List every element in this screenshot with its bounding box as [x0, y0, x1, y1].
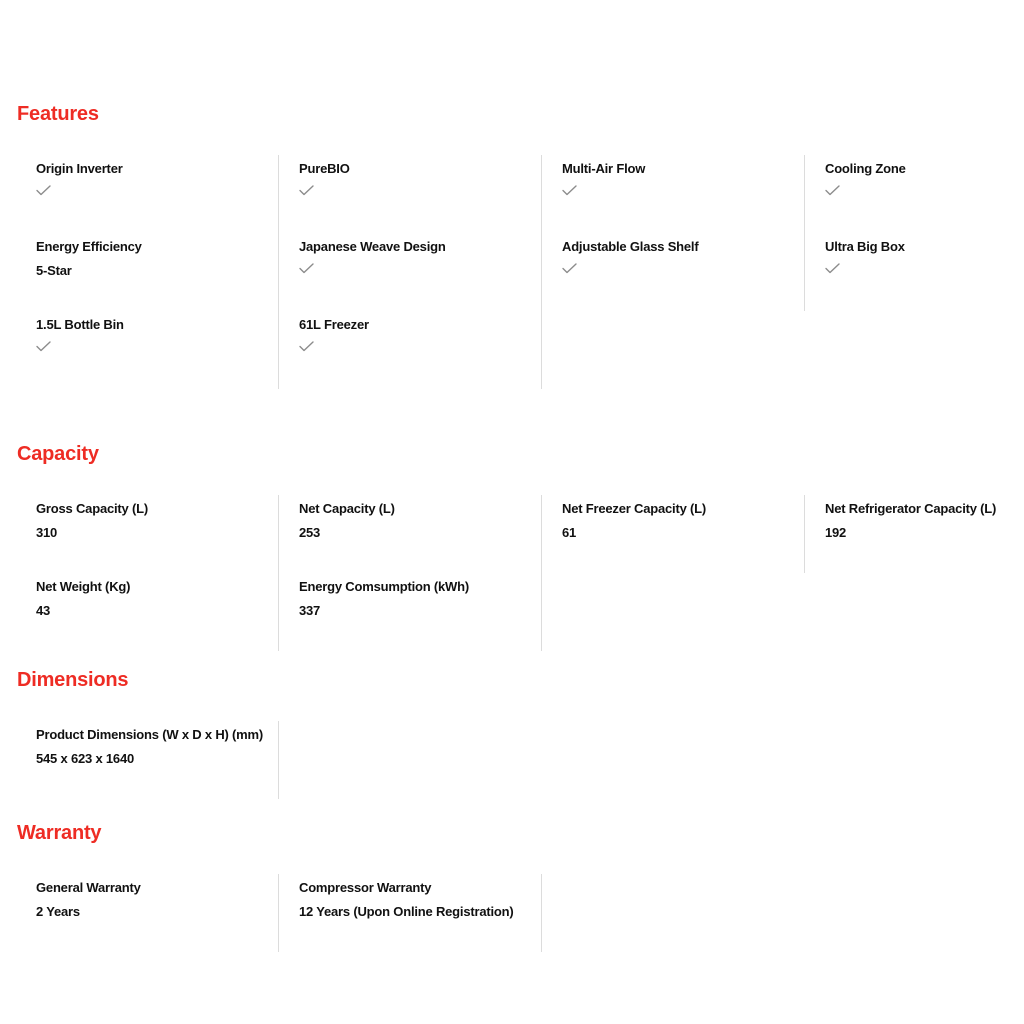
spec-label: Net Capacity (L) [299, 501, 395, 516]
check-icon [825, 263, 840, 274]
spec-value-check [299, 341, 529, 352]
section-title-features: Features [17, 103, 99, 125]
spec-value-check [299, 263, 529, 274]
spec-cell [16, 311, 279, 389]
spec-label: General Warranty [36, 880, 141, 895]
check-icon [562, 185, 577, 196]
spec-label: Energy Comsumption (kWh) [299, 579, 469, 594]
spec-cell [16, 233, 279, 311]
spec-label: Cooling Zone [825, 161, 906, 176]
section-warranty [0, 822, 1024, 952]
spec-value-check [825, 185, 1024, 196]
spec-label: Multi-Air Flow [562, 161, 646, 176]
section-title-warranty: Warranty [17, 822, 102, 844]
spec-label: Compressor Warranty [299, 880, 432, 895]
spec-value: 337 [299, 603, 321, 618]
spec-cell [542, 233, 805, 311]
check-icon [299, 341, 314, 352]
section-capacity [0, 443, 1024, 651]
spec-cell [16, 573, 279, 651]
check-icon [36, 341, 51, 352]
spec-value: 310 [36, 525, 58, 540]
spec-label: Ultra Big Box [825, 239, 905, 254]
spec-value: 43 [36, 603, 51, 618]
check-icon [562, 263, 577, 274]
spec-label: Origin Inverter [36, 161, 123, 176]
spec-label: 1.5L Bottle Bin [36, 317, 124, 332]
spec-cell [279, 874, 542, 952]
spec-cell [805, 155, 1024, 233]
spec-cell [542, 155, 805, 233]
spec-cell [16, 155, 279, 233]
section-title-capacity: Capacity [17, 443, 99, 465]
spec-cell [279, 495, 542, 573]
spec-cell [16, 721, 279, 799]
spec-label: Japanese Weave Design [299, 239, 446, 254]
spec-value-check [36, 341, 266, 352]
spec-cell [805, 233, 1024, 311]
section-title-dimensions: Dimensions [17, 669, 129, 691]
spec-label: Adjustable Glass Shelf [562, 239, 699, 254]
spec-label: Product Dimensions (W x D x H) (mm) [36, 727, 264, 742]
spec-value: 545 x 623 x 1640 [36, 751, 135, 766]
spec-value-check [825, 263, 1024, 274]
spec-cell [279, 233, 542, 311]
spec-cell [16, 495, 279, 573]
spec-cell [279, 155, 542, 233]
spec-label: Net Refrigerator Capacity (L) [825, 501, 997, 516]
spec-cell [279, 311, 542, 389]
spec-value-check [299, 185, 529, 196]
spec-label: Gross Capacity (L) [36, 501, 148, 516]
section-features [0, 103, 1024, 389]
spec-cell [16, 874, 279, 952]
spec-value: 12 Years (Upon Online Registration) [299, 904, 514, 919]
check-icon [825, 185, 840, 196]
warranty-grid [16, 874, 1024, 952]
spec-value-check [562, 263, 792, 274]
spec-cell [805, 495, 1024, 573]
spec-value-check [562, 185, 792, 196]
spec-value: 253 [299, 525, 321, 540]
spec-value: 5-Star [36, 263, 72, 278]
section-dimensions [0, 669, 1024, 799]
spec-value: 61 [562, 525, 577, 540]
capacity-grid [16, 495, 1024, 651]
check-icon [36, 185, 51, 196]
spec-cell [279, 573, 542, 651]
spec-label: 61L Freezer [299, 317, 369, 332]
check-icon [299, 185, 314, 196]
spec-cell [542, 495, 805, 573]
spec-value: 192 [825, 525, 847, 540]
spec-value-check [36, 185, 266, 196]
spec-label: Net Weight (Kg) [36, 579, 131, 594]
features-grid [16, 155, 1024, 389]
spec-value: 2 Years [36, 904, 80, 919]
dimensions-grid [16, 721, 1024, 799]
check-icon [299, 263, 314, 274]
spec-label: Energy Efficiency [36, 239, 142, 254]
spec-label: Net Freezer Capacity (L) [562, 501, 707, 516]
spec-label: PureBIO [299, 161, 350, 176]
